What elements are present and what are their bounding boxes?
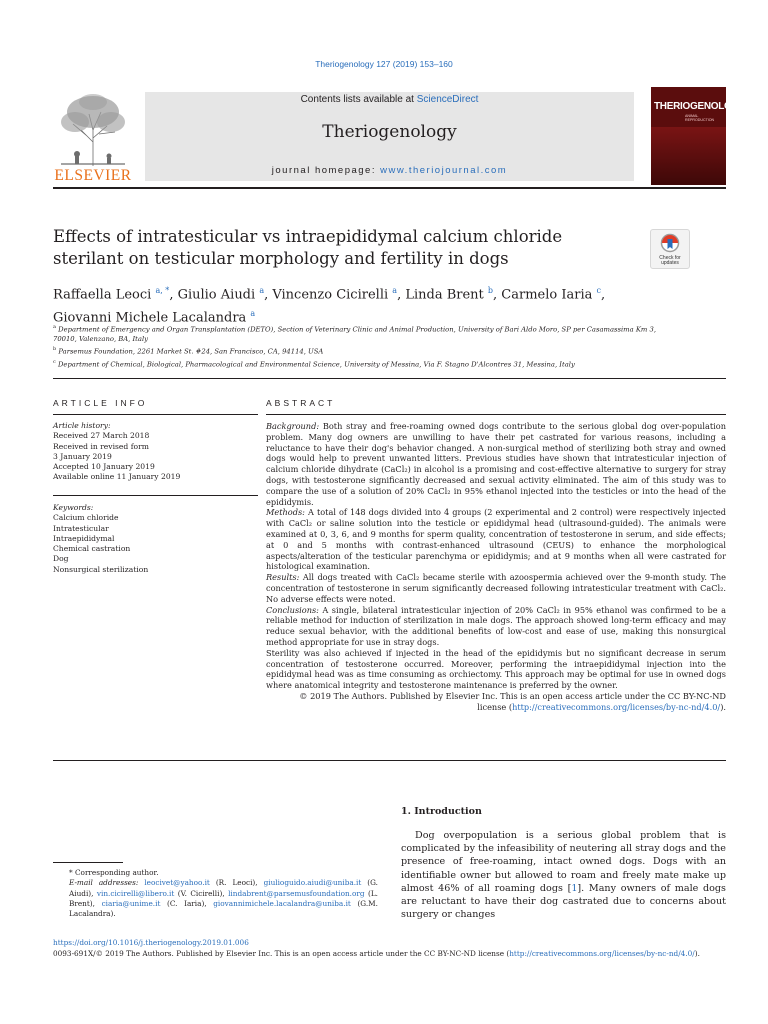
author-separator: ,: [264, 287, 273, 303]
homepage-prefix: journal homepage:: [271, 165, 381, 176]
journal-homepage: [145, 165, 634, 176]
email-link[interactable]: giovannimichele.lacalandra@uniba.it: [213, 898, 351, 908]
corresponding-author-note: * Corresponding author.: [69, 868, 159, 877]
affiliation-text: Department of Chemical, Biological, Pharmacological and Environmental Science, University of Messina, Via F. Stagno D'Alcontres 31, Messina, Italy: [57, 359, 575, 368]
publisher-wordmark: ELSEVIER: [54, 167, 132, 184]
introduction-paragraph: [401, 829, 726, 921]
keyword-item: Intraepididymal: [53, 533, 115, 543]
email-link[interactable]: giulioguido.aiudi@uniba.it: [263, 878, 362, 888]
intro-text: Dog overpopulation is a serious global problem that is complicated by the infeasibility of neutering all stray dogs and the presence of free-roaming, intact owned dogs. Dogs with an identifiable owner but allowed to roam and freely mate make up almost 46% of all roaming dogs [: [401, 830, 726, 894]
abstract-rule: [266, 414, 726, 415]
elsevier-tree-icon: [53, 90, 133, 168]
abstract-body: [266, 421, 726, 713]
keyword-item: Chemical castration: [53, 544, 131, 554]
abstract-background: [266, 421, 726, 507]
homepage-link[interactable]: www.theriojournal.com: [380, 165, 508, 176]
introduction-heading: 1. Introduction: [401, 806, 482, 817]
author-separator: ,: [600, 287, 606, 303]
article-info-rule: [53, 414, 258, 415]
conclusions-label: Conclusions:: [266, 604, 319, 615]
history-item: Received 27 March 2018: [53, 431, 150, 441]
keywords-rule: [53, 495, 258, 496]
author-name: Vincenzo Cicirelli: [272, 287, 389, 303]
abstract-methods: [266, 507, 726, 572]
license-line: © 2019 The Authors. Published by Elsevier Inc. This is an open access article under the CC BY-NC-ND: [299, 690, 726, 701]
conclusions-text: A single, bilateral intratesticular injection of 20% CaCl₂ in 95% ethanol was confirmed to be a reliable method for induction of sterilization in male dogs. The approach showed long-term efficacy and may reduce sexual behavior, with the additional benefits of low-cost and ease of use, making this nonsurgical method appropriate for use in stray dogs.: [266, 604, 726, 647]
email-label: E-mail addresses:: [69, 878, 139, 888]
affiliation-marker: c: [53, 358, 56, 365]
crossmark-label: Check for updates: [659, 255, 681, 266]
history-item: Available online 11 January 2019: [53, 472, 181, 482]
email-owner: (L. Brent),: [69, 888, 378, 908]
affiliation-text: Parsemus Foundation, 2261 Market St. #24, San Francisco, CA, 94114, USA: [58, 347, 324, 356]
license-link[interactable]: http://creativecommons.org/licenses/by-nc-nd/4.0/: [512, 701, 721, 712]
cover-art: [651, 127, 726, 185]
footnote-rule: [53, 862, 123, 863]
author-affiliation-marker[interactable]: a, *: [155, 286, 170, 295]
author-separator: ,: [169, 287, 178, 303]
reference-link[interactable]: 1: [571, 882, 578, 894]
abstract-results: [266, 572, 726, 604]
history-label: Article history:: [53, 421, 111, 430]
contents-prefix: Contents lists available at: [300, 94, 417, 105]
issn-line: [53, 949, 733, 960]
journal-cover-image[interactable]: [651, 87, 746, 185]
keyword-item: Intratesticular: [53, 523, 109, 533]
license-suffix: ).: [720, 701, 726, 712]
journal-citation[interactable]: Theriogenology 127 (2019) 153–160: [315, 59, 453, 69]
license-prefix: license (: [477, 701, 513, 712]
history-item: Accepted 10 January 2019: [53, 462, 155, 472]
header-rule: [53, 187, 726, 189]
title-block-rule: [53, 378, 726, 379]
author-name: Linda Brent: [405, 287, 484, 303]
cover-subtitle: ANIMAL REPRODUCTION: [685, 114, 715, 122]
article-info-heading: ARTICLE INFO: [53, 398, 148, 408]
abstract-conclusions: [266, 605, 726, 648]
methods-label: Methods:: [266, 507, 305, 518]
email-link[interactable]: vin.cicirelli@libero.it: [96, 888, 175, 898]
affiliation: [53, 322, 673, 344]
background-text: Both stray and free-roaming owned dogs contribute to the serious global dog over-population problem. Many dog owners are unwilling to have their pet castrated for various reasons, including a reluctance to have their dog's behavior changed. A non-surgical method of sterilizing both stray and owned dogs would help to prevent unwanted litters. Previous studies have shown that intratesticular injection of calcium chloride dihydrate (CaCl₂) in alcohol is a promising and cost-effective alternative to surgery for stray dogs, with testosterone significantly decreased and sexual activity eliminated. The aim of this study was to compare the use of a solution of 20% CaCl₂ in 95% ethanol injected into the testicles or into the head of the epididymis.: [266, 421, 727, 507]
keyword-item: Calcium chloride: [53, 513, 119, 523]
affiliation-marker: b: [53, 346, 57, 353]
keyword-item: Nonsurgical sterilization: [53, 564, 149, 574]
methods-text: A total of 148 dogs divided into 4 groups (2 experimental and 2 control) were respectively injected with CaCl₂ or saline solution into the testicle or epididymal head (ultrasound-guided). The animals were examined at 0, 3, 6, and 9 months for sperm quality, concentration of testosterone in serum, and side effects; at 0 and 5 months with contrast-enhanced ultrasound (CEUS) to enhance the morphological aspects/alteration of the testicular parenchyma or epididymis; and at 9 months when all were castrated for histological examination.: [266, 507, 726, 572]
journal-masthead: [145, 92, 634, 181]
elsevier-logo[interactable]: [53, 90, 133, 185]
author-affiliation-marker[interactable]: b: [487, 286, 494, 295]
email-addresses: [53, 878, 378, 919]
footnotes: [53, 868, 378, 919]
author-separator: ,: [397, 287, 406, 303]
abstract-extra: Sterility was also achieved if injected in the head of the epididymis but no significant decrease in serum concentration of testosterone occurred. Moreover, performing the intraepididymal injection into the epididymal head was as time consuming as orchiectomy. This approach may be optimal for use in owned dogs where anatomical integrity and testosterone maintenance is preferred by the owner.: [266, 647, 726, 691]
author-affiliation-marker[interactable]: c: [596, 286, 601, 295]
author-affiliation-marker[interactable]: a: [259, 286, 265, 295]
affiliation-marker: a: [53, 324, 56, 330]
abstract-heading: ABSTRACT: [266, 398, 336, 408]
article-title: Effects of intratesticular vs intraepididymal calcium chloride sterilant on testicular morphology and fertility in dogs: [53, 227, 563, 268]
affiliation: [53, 357, 673, 369]
results-text: All dogs treated with CaCl₂ became sterile with azoospermia achieved over the 9-month study. The concentration of testosterone in serum significantly decreased following intratesticular treatment with CaCl₂. No adverse effects were noted.: [266, 572, 726, 604]
author-separator: ,: [493, 287, 502, 303]
history-item: 3 January 2019: [53, 451, 112, 461]
intro-text-continued: ]. Many owners of male dogs are reluctant to have their dog castrated due to concerns about surgery or changes: [401, 882, 726, 921]
abstract-bottom-rule: [53, 760, 726, 761]
cover-title: THERIOGENOLOGY: [654, 101, 746, 112]
issn-license-link[interactable]: http://creativecommons.org/licenses/by-nc-nd/4.0/: [509, 948, 695, 958]
email-link[interactable]: leocivet@yahoo.it: [144, 878, 210, 888]
issn-suffix: ).: [694, 948, 700, 958]
affiliation-text: Department of Emergency and Organ Transplantation (DETO), Section of Veterinary Clinic and Animal Production, University of Bari Aldo Moro, SP per Casamassima Km 3, 70010, Valenzano, BA, Italy: [53, 325, 656, 344]
email-link[interactable]: lindabrent@parsemusfoundation.org: [228, 888, 365, 898]
license-statement: [266, 691, 726, 713]
author-affiliation-marker[interactable]: a: [392, 286, 398, 295]
results-label: Results:: [266, 572, 300, 583]
sciencedirect-link[interactable]: ScienceDirect: [416, 94, 479, 105]
doi-link[interactable]: https://doi.org/10.1016/j.theriogenology.2019.01.006: [53, 938, 249, 947]
background-label: Background:: [266, 421, 320, 431]
affiliation-list: [53, 322, 673, 369]
keyword-item: Dog: [53, 554, 69, 564]
email-owner: (V. Cicirelli),: [174, 888, 229, 898]
contents-line: [145, 94, 634, 105]
author-name: Carmelo Iaria: [501, 287, 593, 303]
author-name: Giulio Aiudi: [177, 287, 256, 303]
keyword-list: [53, 513, 258, 575]
email-owner: (G. Aiudi),: [69, 878, 379, 898]
journal-name: Theriogenology: [322, 122, 457, 142]
crossmark-button[interactable]: [650, 229, 690, 269]
email-link[interactable]: ciaria@unime.it: [101, 898, 161, 908]
keywords: [53, 503, 258, 575]
author-name: Giovanni Michele Lacalandra: [53, 310, 247, 326]
keywords-label: Keywords:: [53, 503, 94, 512]
email-owner: (C. Iaria),: [160, 898, 214, 908]
issn-text: 0093-691X/© 2019 The Authors. Published by Elsevier Inc. This is an open access article under the CC BY-NC-ND license (: [53, 948, 510, 958]
email-owner: (R. Leoci),: [209, 878, 264, 888]
author-affiliation-marker[interactable]: a: [250, 309, 256, 319]
email-owner: (G.M. Lacalandra).: [69, 898, 378, 919]
author-name: Raffaella Leoci: [53, 287, 152, 303]
doi-block: [53, 938, 733, 959]
affiliation: [53, 344, 673, 356]
history-list: [53, 431, 258, 482]
article-history: [53, 421, 258, 483]
author-list: [53, 281, 693, 328]
history-item: Received in revised form: [53, 441, 149, 451]
